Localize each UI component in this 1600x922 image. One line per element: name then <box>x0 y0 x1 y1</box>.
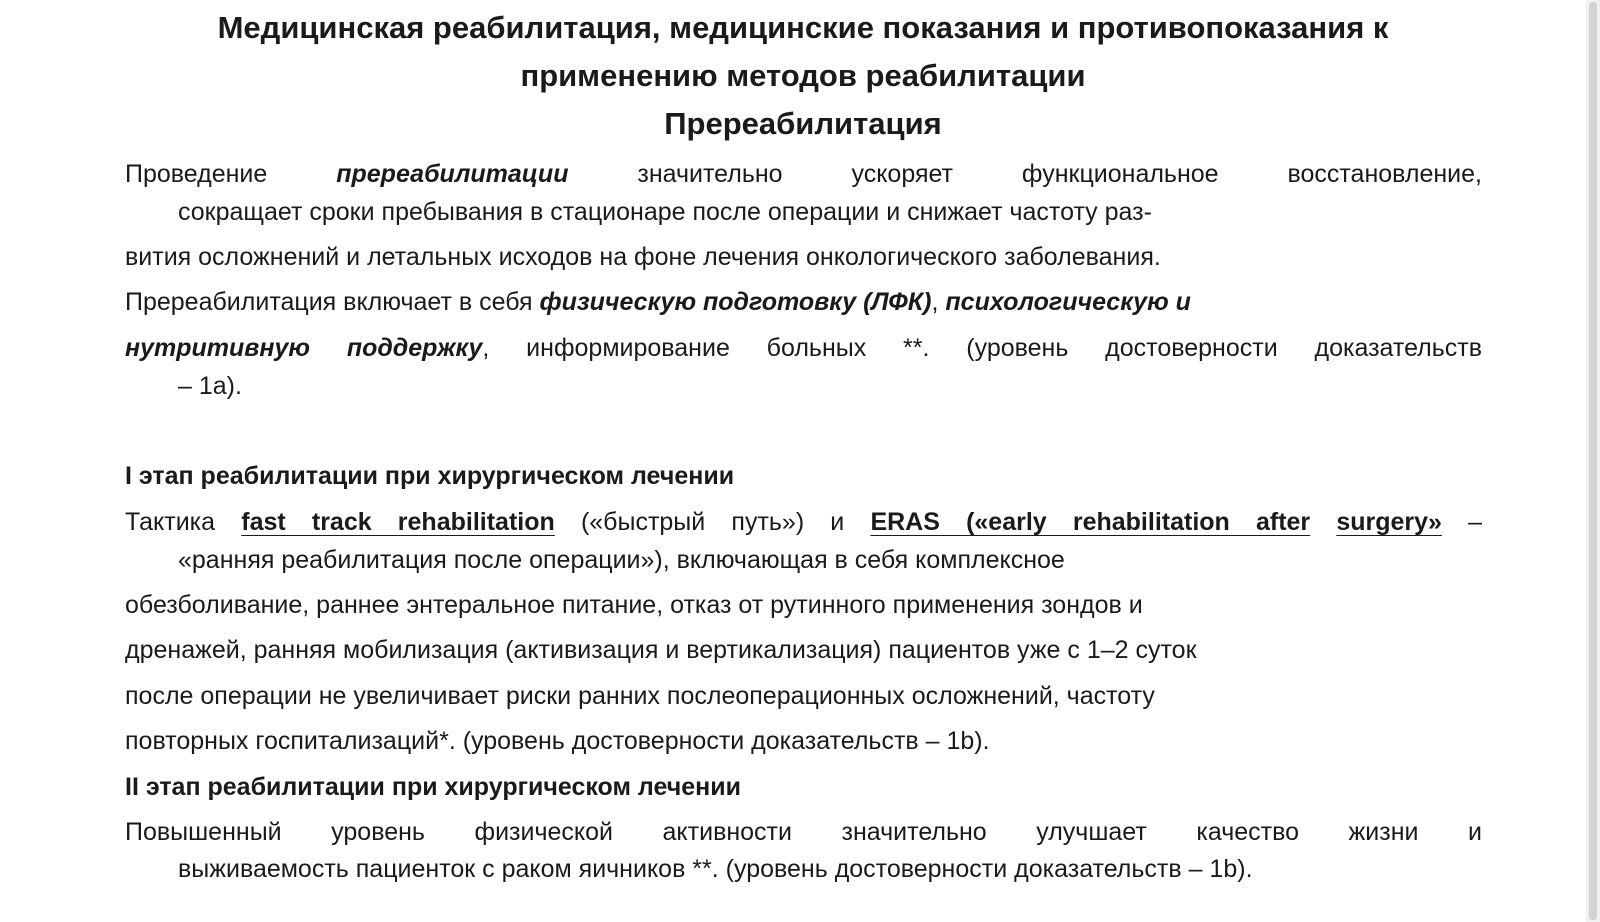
emphasis-physical-training: физическую подготовку (ЛФК) <box>539 288 932 316</box>
paragraph-stage-1-line-2: «ранняя реабилитация после операции»), включающая в себя комплексное <box>178 546 1065 574</box>
scrollbar-thumb[interactable] <box>1589 2 1597 920</box>
text-fragment: Пререабилитация включает в себя <box>125 288 533 316</box>
text-fragment: – <box>1468 508 1483 536</box>
term-fast-track: fast track rehabilitation <box>241 508 555 536</box>
paragraph-components-line-1 <box>125 282 1482 322</box>
paragraph-stage-2-line-2: выживаемость пациенток с раком яичников **. (уровень достоверности доказательств – 1b). <box>178 855 1253 883</box>
text-fragment: («быстрый путь») и <box>580 508 845 536</box>
text-fragment: значительно ускоряет функциональное восстановление, <box>637 160 1482 188</box>
section-title-prerehab: Пререабилитация <box>664 106 942 141</box>
text-fragment: , <box>931 288 939 316</box>
term-eras: ERAS («early rehabilitation after <box>870 508 1311 536</box>
emphasis-prerehab: пререабилитации <box>336 160 569 188</box>
text-fragment: , информирование больных **. (уровень достоверности доказательств <box>482 334 1482 362</box>
emphasis-nutritive-support: нутритивную поддержку <box>125 334 483 362</box>
paragraph-prerehab-line-2: сокращает сроки пребывания в стационаре после операции и снижает частоту раз- <box>178 198 1152 226</box>
text-fragment: Проведение <box>125 160 268 188</box>
term-surgery: surgery» <box>1336 508 1442 536</box>
emphasis-psychological: психологическую и <box>945 288 1191 316</box>
paragraph-prerehab-line-1 <box>125 154 1482 194</box>
paragraph-prerehab-line-3: вития осложнений и летальных исходов на фоне лечения онкологического заболевания. <box>125 243 1161 271</box>
paragraph-stage-2-line-1: Повышенный уровень физической активности значительно улучшает качество жизни и <box>125 818 1482 846</box>
page-title-line-2: применению методов реабилитации <box>520 58 1086 93</box>
paragraph-stage-1-line-3: обезболивание, раннее энтеральное питание, отказ от рутинного применения зондов и <box>125 591 1143 619</box>
section-heading-stage-2: II этап реабилитации при хирургическом лечении <box>125 773 742 801</box>
paragraph-stage-1-line-5: после операции не увеличивает риски ранних послеоперационных осложнений, частоту <box>125 682 1155 710</box>
vertical-scrollbar[interactable] <box>1586 0 1600 922</box>
section-heading-stage-1: I этап реабилитации при хирургическом лечении <box>125 462 735 490</box>
paragraph-stage-1-line-6: повторных госпитализаций*. (уровень достоверности доказательств – 1b). <box>125 727 990 755</box>
page-title-line-1: Медицинская реабилитация, медицинские показания и противопоказания к <box>217 10 1389 45</box>
paragraph-components-line-2 <box>125 328 1482 368</box>
paragraph-stage-1-line-4: дренажей, ранняя мобилизация (активизация и вертикализация) пациентов уже с 1–2 суток <box>125 636 1197 664</box>
text-fragment: Тактика <box>125 508 216 536</box>
paragraph-stage-1-line-1 <box>125 502 1482 542</box>
paragraph-components-line-3: – 1a). <box>178 372 242 400</box>
